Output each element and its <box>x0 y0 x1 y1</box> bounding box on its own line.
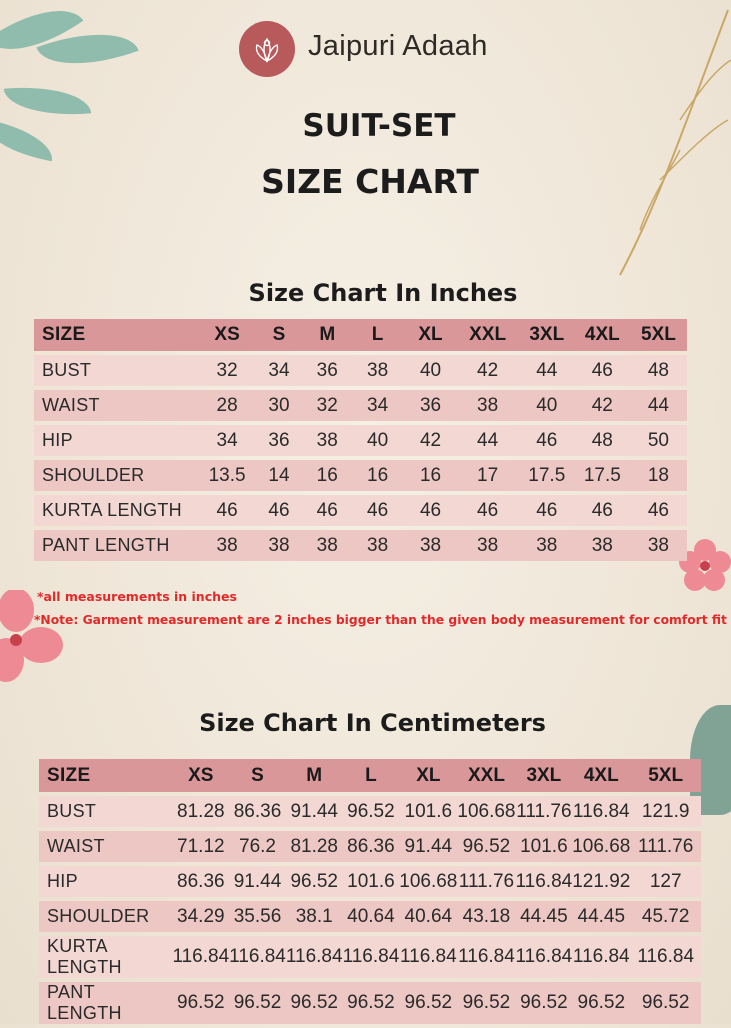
size-column-header: L <box>351 319 405 351</box>
measurement-value: 81.28 <box>172 796 229 827</box>
measurement-value: 91.44 <box>229 866 286 897</box>
measurement-value: 14 <box>254 460 304 491</box>
size-chart-inches <box>34 315 687 565</box>
measurement-value: 34 <box>351 390 405 421</box>
measurement-label: PANT LENGTH <box>39 982 172 1024</box>
measurement-value: 45.72 <box>630 901 701 932</box>
size-column-header: 5XL <box>630 759 701 792</box>
size-column-header: 4XL <box>572 759 630 792</box>
measurement-label: SHOULDER <box>39 901 172 932</box>
measurement-value: 46 <box>351 495 405 526</box>
size-column-header: S <box>254 319 304 351</box>
measurement-value: 40.64 <box>343 901 400 932</box>
measurement-value: 36 <box>405 390 457 421</box>
measurement-value: 32 <box>200 355 254 386</box>
measurement-value: 46 <box>200 495 254 526</box>
measurement-value: 116.84 <box>343 936 400 978</box>
table-row <box>34 460 687 491</box>
size-column-header: XS <box>200 319 254 351</box>
measurement-value: 116.84 <box>516 866 573 897</box>
measurement-value: 48 <box>575 425 630 456</box>
measurement-value: 28 <box>200 390 254 421</box>
measurement-value: 96.52 <box>229 982 286 1024</box>
measurement-value: 116.84 <box>572 936 630 978</box>
measurement-value: 17.5 <box>519 460 575 491</box>
measurement-value: 116.84 <box>399 936 457 978</box>
measurement-value: 101.6 <box>516 831 573 862</box>
table-row <box>39 831 701 862</box>
table-row <box>39 901 701 932</box>
measurement-value: 36 <box>254 425 304 456</box>
page-subtitle: SIZE CHART <box>261 162 479 201</box>
size-column-header: XXL <box>456 319 518 351</box>
measurement-value: 86.36 <box>343 831 400 862</box>
table-row <box>39 796 701 827</box>
measurement-value: 101.6 <box>343 866 400 897</box>
measurement-value: 116.84 <box>286 936 343 978</box>
measurement-value: 46 <box>254 495 304 526</box>
size-column-header: 4XL <box>575 319 630 351</box>
table-row <box>34 390 687 421</box>
size-column-header: S <box>229 759 286 792</box>
measurement-value: 81.28 <box>286 831 343 862</box>
size-column-header: L <box>343 759 400 792</box>
measurement-value: 101.6 <box>399 796 457 827</box>
measurement-value: 48 <box>630 355 687 386</box>
measurement-label: BUST <box>39 796 172 827</box>
measurement-value: 46 <box>519 425 575 456</box>
measurement-value: 38 <box>351 355 405 386</box>
table-header-row <box>34 319 687 351</box>
measurement-value: 91.44 <box>286 796 343 827</box>
table-row <box>34 530 687 561</box>
measurement-value: 17.5 <box>575 460 630 491</box>
measurement-value: 116.84 <box>572 796 630 827</box>
measurement-value: 35.56 <box>229 901 286 932</box>
brand-logo <box>239 21 295 77</box>
measurement-value: 16 <box>304 460 351 491</box>
measurement-value: 96.52 <box>516 982 573 1024</box>
measurement-value: 43.18 <box>457 901 515 932</box>
measurement-value: 96.52 <box>286 866 343 897</box>
measurement-value: 38 <box>254 530 304 561</box>
lotus-icon <box>249 31 285 67</box>
measurement-value: 111.76 <box>630 831 701 862</box>
size-column-header: XL <box>405 319 457 351</box>
measurement-value: 18 <box>630 460 687 491</box>
size-column-header: XS <box>172 759 229 792</box>
measurement-value: 44 <box>456 425 518 456</box>
measurement-value: 46 <box>304 495 351 526</box>
size-column-header: XL <box>399 759 457 792</box>
measurement-value: 42 <box>405 425 457 456</box>
measurement-value: 38 <box>304 530 351 561</box>
measurement-value: 96.52 <box>343 796 400 827</box>
size-chart-centimeters <box>39 755 701 1028</box>
size-header-cell: SIZE <box>39 759 172 792</box>
table-row <box>39 936 701 978</box>
measurement-value: 16 <box>405 460 457 491</box>
measurement-value: 86.36 <box>172 866 229 897</box>
measurement-value: 116.84 <box>630 936 701 978</box>
measurement-value: 50 <box>630 425 687 456</box>
measurement-value: 46 <box>575 495 630 526</box>
measurement-value: 121.9 <box>630 796 701 827</box>
measurement-label: KURTA LENGTH <box>39 936 172 978</box>
measurement-value: 38 <box>405 530 457 561</box>
measurement-value: 46 <box>575 355 630 386</box>
measurement-value: 42 <box>456 355 518 386</box>
measurement-value: 116.84 <box>172 936 229 978</box>
measurement-value: 46 <box>405 495 457 526</box>
measurement-label: KURTA LENGTH <box>34 495 200 526</box>
measurement-value: 38 <box>456 530 518 561</box>
page-title: SUIT-SET <box>302 108 456 144</box>
measurement-label: PANT LENGTH <box>34 530 200 561</box>
inches-table-title: Size Chart In Inches <box>248 279 518 307</box>
measurement-value: 44 <box>519 355 575 386</box>
measurement-value: 127 <box>630 866 701 897</box>
flower-decoration <box>0 590 66 690</box>
measurement-value: 40 <box>351 425 405 456</box>
table-header-row <box>39 759 701 792</box>
measurement-value: 96.52 <box>457 831 515 862</box>
measurement-label: SHOULDER <box>34 460 200 491</box>
measurement-value: 38 <box>351 530 405 561</box>
measurement-value: 76.2 <box>229 831 286 862</box>
measurement-value: 38 <box>304 425 351 456</box>
measurement-value: 13.5 <box>200 460 254 491</box>
measurement-value: 46 <box>630 495 687 526</box>
measurement-value: 106.68 <box>399 866 457 897</box>
measurement-value: 38 <box>200 530 254 561</box>
measurement-value: 38.1 <box>286 901 343 932</box>
measurement-value: 44 <box>630 390 687 421</box>
measurement-value: 36 <box>304 355 351 386</box>
measurement-value: 116.84 <box>516 936 573 978</box>
size-column-header: 3XL <box>516 759 573 792</box>
measurement-value: 44.45 <box>572 901 630 932</box>
measurement-value: 46 <box>456 495 518 526</box>
measurement-value: 91.44 <box>399 831 457 862</box>
measurement-value: 17 <box>456 460 518 491</box>
measurement-label: WAIST <box>39 831 172 862</box>
measurement-value: 42 <box>575 390 630 421</box>
size-column-header: 3XL <box>519 319 575 351</box>
measurement-value: 38 <box>630 530 687 561</box>
measurement-value: 34 <box>254 355 304 386</box>
measurement-value: 111.76 <box>516 796 573 827</box>
brand-name: Jaipuri Adaah <box>308 30 488 62</box>
measurement-value: 40.64 <box>399 901 457 932</box>
measurement-label: HIP <box>39 866 172 897</box>
table-row <box>34 495 687 526</box>
measurement-value: 96.52 <box>399 982 457 1024</box>
measurement-value: 86.36 <box>229 796 286 827</box>
measurement-value: 32 <box>304 390 351 421</box>
size-column-header: 5XL <box>630 319 687 351</box>
cm-table-title: Size Chart In Centimeters <box>199 709 546 737</box>
size-header-cell: SIZE <box>34 319 200 351</box>
measurement-label: HIP <box>34 425 200 456</box>
measurement-value: 34 <box>200 425 254 456</box>
measurement-value: 96.52 <box>630 982 701 1024</box>
measurement-label: WAIST <box>34 390 200 421</box>
size-column-header: M <box>304 319 351 351</box>
measurement-value: 46 <box>519 495 575 526</box>
measurement-value: 44.45 <box>516 901 573 932</box>
measurement-label: BUST <box>34 355 200 386</box>
measurement-value: 38 <box>575 530 630 561</box>
measurement-value: 116.84 <box>229 936 286 978</box>
measurement-value: 121.92 <box>572 866 630 897</box>
measurement-value: 34.29 <box>172 901 229 932</box>
measurement-value: 38 <box>456 390 518 421</box>
measurement-value: 96.52 <box>286 982 343 1024</box>
measurement-value: 16 <box>351 460 405 491</box>
measurement-value: 116.84 <box>457 936 515 978</box>
table-row <box>34 425 687 456</box>
measurement-value: 96.52 <box>172 982 229 1024</box>
table-row <box>39 866 701 897</box>
measurement-value: 96.52 <box>572 982 630 1024</box>
measurement-value: 111.76 <box>457 866 515 897</box>
size-column-header: M <box>286 759 343 792</box>
measurement-value: 106.68 <box>572 831 630 862</box>
measurement-value: 106.68 <box>457 796 515 827</box>
size-column-header: XXL <box>457 759 515 792</box>
measurement-value: 96.52 <box>343 982 400 1024</box>
table-row <box>39 982 701 1024</box>
measurement-value: 38 <box>519 530 575 561</box>
measurement-value: 96.52 <box>457 982 515 1024</box>
note-units: *all measurements in inches <box>37 589 237 604</box>
measurement-value: 71.12 <box>172 831 229 862</box>
measurement-value: 40 <box>405 355 457 386</box>
measurement-value: 40 <box>519 390 575 421</box>
table-row <box>34 355 687 386</box>
measurement-value: 30 <box>254 390 304 421</box>
note-garment: *Note: Garment measurement are 2 inches bigger than the given body measurement for comfort fit <box>34 613 727 627</box>
